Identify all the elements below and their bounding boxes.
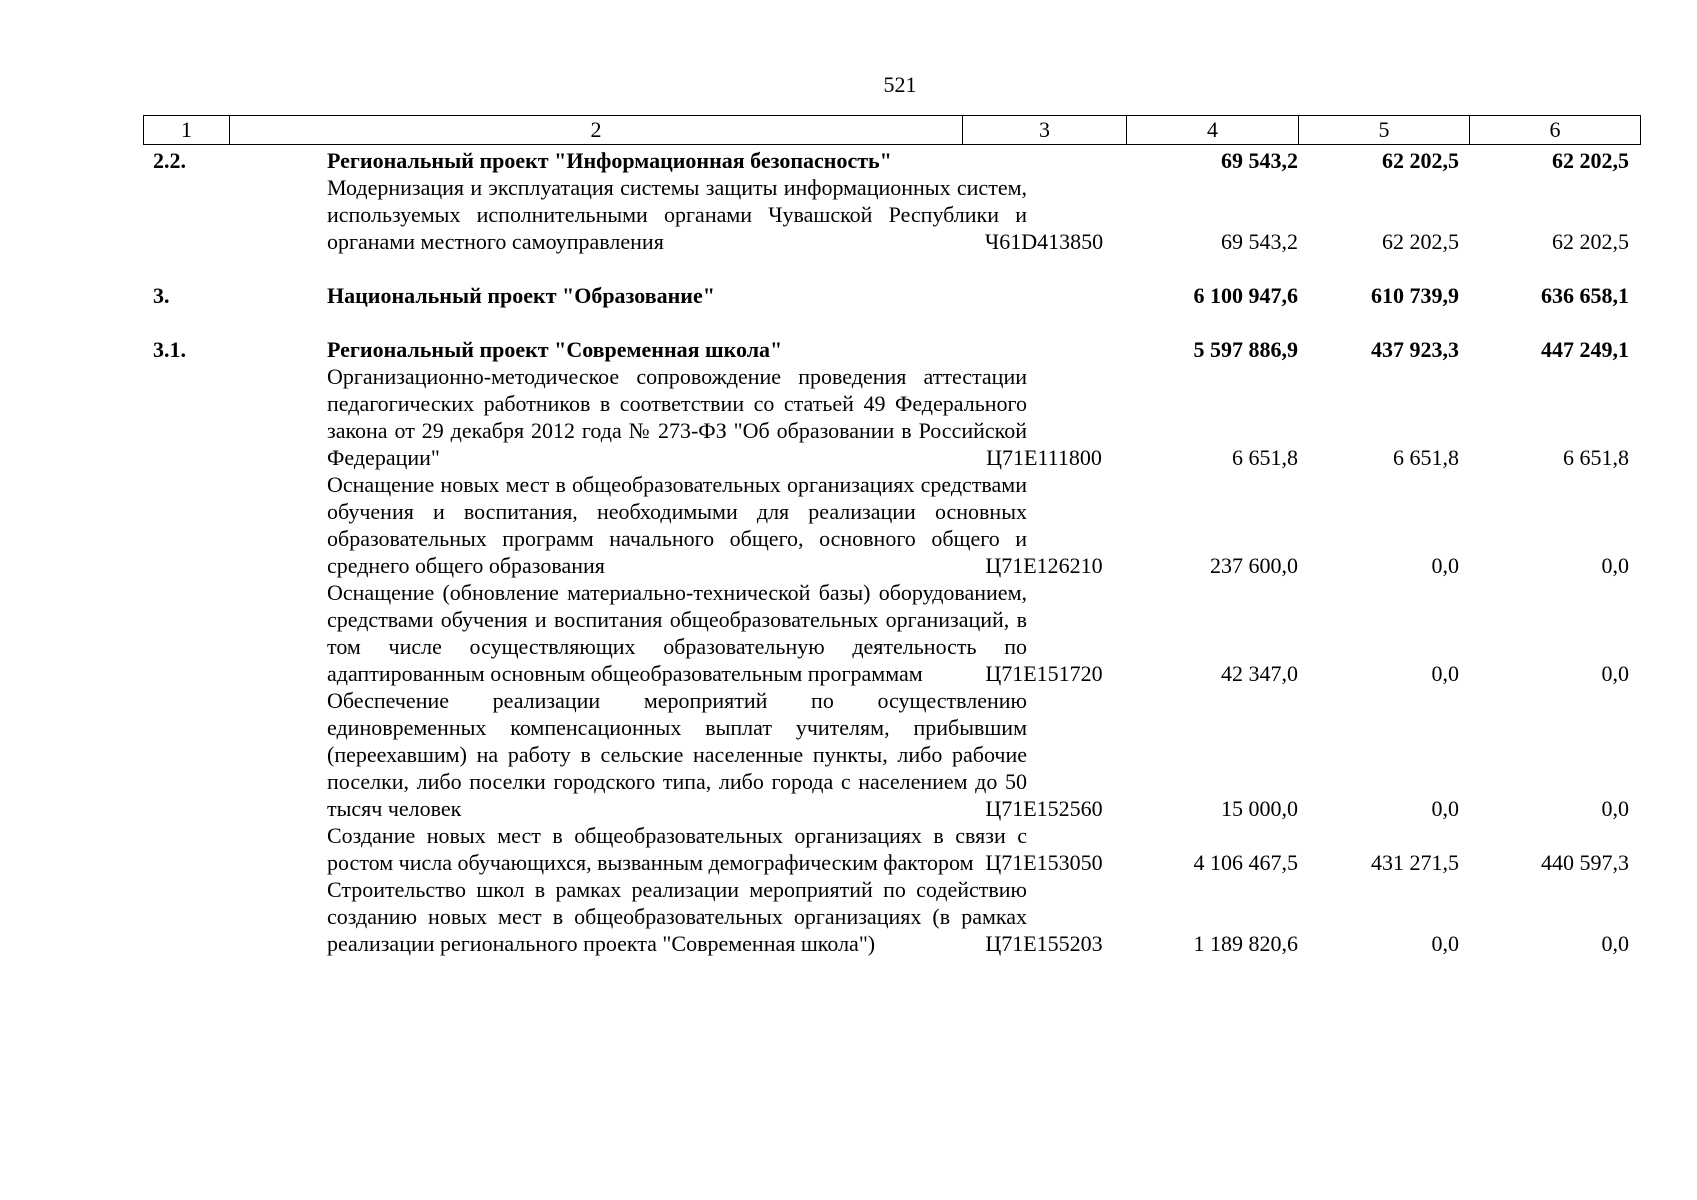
- row-value-4: 42 347,0: [1221, 661, 1298, 686]
- row-value-6: 0,0: [1601, 661, 1629, 686]
- row-value-4: 237 600,0: [1210, 553, 1298, 578]
- row-name: [229, 579, 1027, 687]
- row-value-5: 0,0: [1431, 796, 1459, 821]
- row-number: 2.2.: [153, 148, 186, 173]
- row-name: [229, 363, 1027, 471]
- header-col-3: 3: [963, 116, 1127, 144]
- row-code: Ц71Е126210: [985, 553, 1103, 578]
- table-row: [143, 174, 1639, 255]
- table-row: [143, 336, 1639, 363]
- header-col-5: 5: [1299, 116, 1470, 144]
- row-value-5: 0,0: [1431, 931, 1459, 956]
- row-value-6: 6 651,8: [1563, 445, 1629, 470]
- row-value-5: 62 202,5: [1382, 229, 1459, 254]
- row-value-5: 6 651,8: [1393, 445, 1459, 470]
- row-value-4: 5 597 886,9: [1193, 337, 1298, 362]
- row-value-6: 0,0: [1601, 553, 1629, 578]
- table-row: [143, 822, 1639, 876]
- header-col-6: 6: [1549, 117, 1561, 142]
- table-row: [143, 876, 1639, 957]
- row-name: [229, 687, 1027, 822]
- row-name-text: Оснащение новых мест в общеобразовательных организациях средствами обучения и воспитания, необходимыми для реализации основных образовательных программ начального общего, основного общего и среднего общего образования: [327, 472, 1027, 578]
- row-name-text: Модернизация и эксплуатация системы защиты информационных систем, используемых исполнительными органами Чувашской Республики и органами местного самоуправления: [327, 175, 1027, 254]
- table-row: [143, 363, 1639, 471]
- table-row: [143, 687, 1639, 822]
- row-value-6: 62 202,5: [1552, 148, 1629, 173]
- row-value-5: 431 271,5: [1371, 850, 1459, 875]
- row-value-4: 69 543,2: [1221, 148, 1298, 173]
- row-name-text: Региональный проект "Информационная безопасность": [327, 148, 892, 173]
- row-value-5: 62 202,5: [1382, 148, 1459, 173]
- row-value-6: 0,0: [1601, 796, 1629, 821]
- row-name: [229, 147, 962, 174]
- row-code: Ц71Е155203: [985, 931, 1103, 956]
- row-name: [229, 336, 962, 363]
- row-value-5: 0,0: [1431, 661, 1459, 686]
- row-value-4: 69 543,2: [1221, 229, 1298, 254]
- row-value-4: 15 000,0: [1221, 796, 1298, 821]
- page-number: 521: [883, 72, 917, 97]
- row-value-6: 0,0: [1601, 931, 1629, 956]
- row-code: Ц71Е152560: [985, 796, 1103, 821]
- row-value-4: 4 106 467,5: [1193, 850, 1298, 875]
- header-col-4: 4: [1127, 116, 1299, 144]
- table-row: [143, 471, 1639, 579]
- header-col-1: 1: [144, 116, 230, 144]
- row-value-6: 447 249,1: [1541, 337, 1629, 362]
- row-code: Ц71Е111800: [986, 445, 1102, 470]
- row-value-4: 1 189 820,6: [1193, 931, 1298, 956]
- table-row: [143, 147, 1639, 174]
- row-name-text: Национальный проект "Образование": [327, 283, 715, 308]
- row-name-text: Строительство школ в рамках реализации мероприятий по содействию созданию новых мест в общеобразовательных организациях (в рамках реализации регионального проекта "Современная школа"): [327, 877, 1027, 956]
- row-value-6: 440 597,3: [1541, 850, 1629, 875]
- row-name-text: Оснащение (обновление материально-технической базы) оборудованием, средствами обучения и воспитания общеобразовательных организаций, в том числе осуществляющих образовательную деятельность по адаптированным основным общеобразовательным программам: [327, 580, 1027, 686]
- row-name-text: Организационно-методическое сопровождение проведения аттестации педагогических работников в соответствии со статьей 49 Федерального закона от 29 декабря 2012 года № 273-ФЗ "Об образовании в Российской Федерации": [327, 364, 1027, 470]
- table-row: [143, 282, 1639, 309]
- row-name: [229, 822, 1027, 876]
- row-code: Ц71Е151720: [985, 661, 1103, 686]
- row-value-5: 0,0: [1431, 553, 1459, 578]
- row-number: 3.1.: [153, 337, 186, 362]
- row-name-text: Обеспечение реализации мероприятий по осуществлению единовременных компенсационных выплат учителям, прибывшим (переехавшим) на работу в сельские населенные пункты, либо рабочие поселки, либо поселки городского типа, либо города с населением до 50 тысяч человек: [327, 688, 1027, 821]
- table-row: [143, 579, 1639, 687]
- row-value-6: 636 658,1: [1541, 283, 1629, 308]
- row-name: [229, 471, 1027, 579]
- row-value-5: 610 739,9: [1371, 283, 1459, 308]
- table-header: [143, 115, 1641, 145]
- row-value-4: 6 100 947,6: [1193, 283, 1298, 308]
- row-value-4: 6 651,8: [1232, 445, 1298, 470]
- row-code: Ц71Е153050: [985, 850, 1103, 875]
- row-code: Ч61D413850: [984, 229, 1104, 254]
- row-number: 3.: [153, 283, 170, 308]
- table-body: [143, 147, 1639, 957]
- row-name-text: Региональный проект "Современная школа": [327, 337, 783, 362]
- row-name: [229, 282, 962, 309]
- row-value-6: 62 202,5: [1552, 229, 1629, 254]
- row-value-5: 437 923,3: [1371, 337, 1459, 362]
- row-name-text: Создание новых мест в общеобразовательных организациях в связи с ростом числа обучающихся, вызванным демографическим фактором: [327, 823, 1027, 875]
- header-col-2: 2: [230, 116, 963, 144]
- row-name: [229, 174, 1027, 255]
- row-name: [229, 876, 1027, 957]
